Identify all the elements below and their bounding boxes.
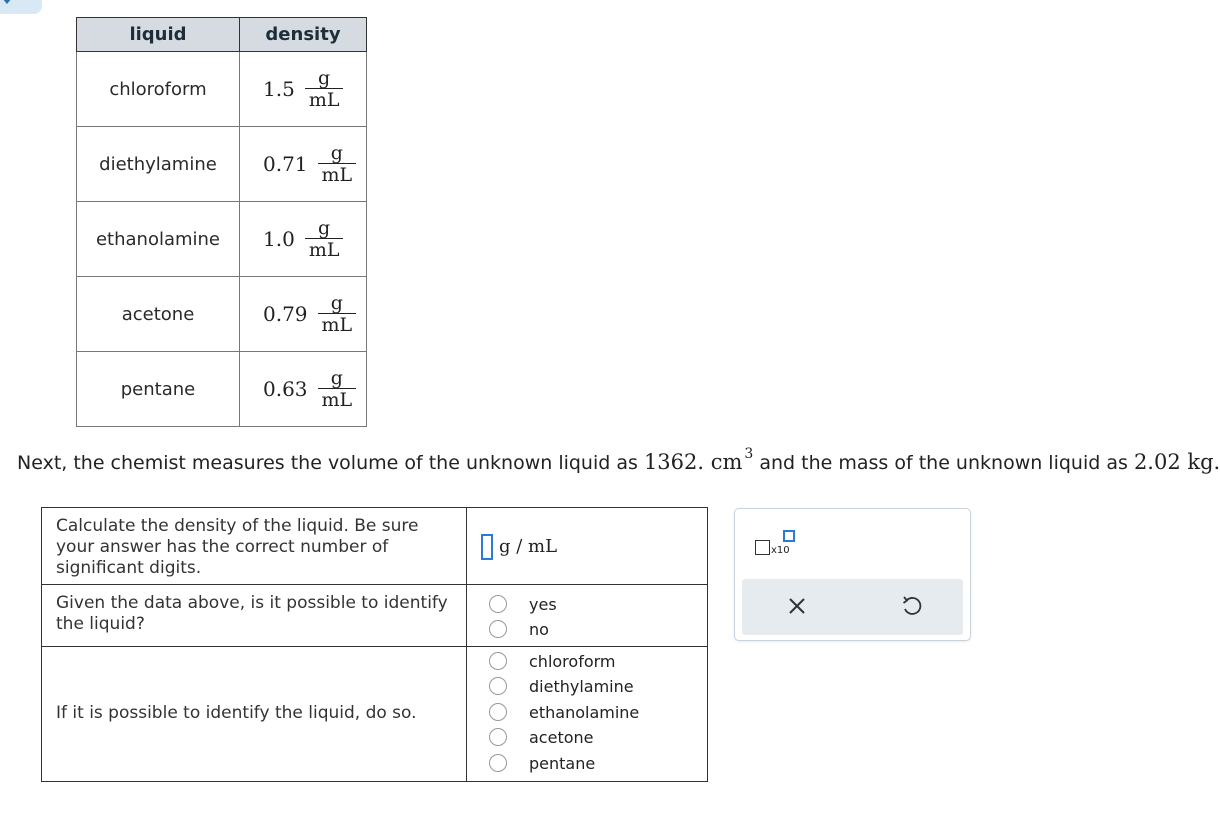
undo-icon <box>896 591 926 621</box>
liquid-name: pentane <box>77 352 240 427</box>
question-text: Calculate the density of the liquid. Be sure your answer has the correct number of significant digits. <box>42 508 467 584</box>
option-label: yes <box>529 595 557 614</box>
scientific-notation-button[interactable]: x10 <box>755 527 803 561</box>
question-row-identify <box>42 585 707 647</box>
mass-value: 2.02 kg <box>1133 450 1214 474</box>
table-row <box>77 277 367 352</box>
radio-diethylamine[interactable] <box>489 677 507 695</box>
exponent-box-icon <box>783 530 795 542</box>
question-text: Given the data above, is it possible to identify the liquid? <box>42 585 467 646</box>
radio-yes[interactable] <box>489 595 507 613</box>
radio-no[interactable] <box>489 620 507 638</box>
question-row-which-liquid <box>42 647 707 782</box>
radio-pentane[interactable] <box>489 754 507 772</box>
radio-chloroform[interactable] <box>489 652 507 670</box>
option-label: pentane <box>529 754 596 773</box>
question-table <box>41 507 708 782</box>
density-table <box>76 17 367 427</box>
density-unit-fraction: $\frac{g}{mL}$ <box>305 68 344 111</box>
answer-unit: g / mL <box>499 536 558 557</box>
radio-acetone[interactable] <box>489 728 507 746</box>
header-density: density <box>240 18 367 52</box>
clear-button[interactable] <box>782 591 812 621</box>
radio-ethanolamine[interactable] <box>489 703 507 721</box>
option-label: no <box>529 620 549 639</box>
action-bar <box>742 579 963 635</box>
density-value: 0.79 <box>263 302 308 326</box>
table-row <box>77 52 367 127</box>
density-value: 1.0 <box>263 227 295 251</box>
table-row <box>77 352 367 427</box>
liquid-name: diethylamine <box>77 127 240 202</box>
header-liquid: liquid <box>77 18 240 52</box>
liquid-name: acetone <box>77 277 240 352</box>
density-value: 0.63 <box>263 377 308 401</box>
volume-value: 1362. cm <box>643 450 743 474</box>
chevron-down-icon <box>2 0 12 4</box>
liquid-name: ethanolamine <box>77 202 240 277</box>
close-icon <box>782 591 812 621</box>
density-value: 0.71 <box>263 152 308 176</box>
density-value: 1.5 <box>263 77 295 101</box>
problem-statement: Next, the chemist measures the volume of the unknown liquid as 1362. cm $^3$ and the mass of the unknown liquid as 2.02 kg. <box>17 446 1220 474</box>
undo-button[interactable] <box>896 591 926 621</box>
volume-exponent: 3 <box>744 446 754 462</box>
scientific-notation-icon <box>755 540 770 555</box>
liquid-name: chloroform <box>77 52 240 127</box>
option-label: ethanolamine <box>529 703 640 722</box>
answer-toolbox <box>734 508 971 641</box>
option-label: acetone <box>529 728 594 747</box>
table-row <box>77 202 367 277</box>
question-row-density <box>42 508 707 585</box>
option-label: diethylamine <box>529 677 634 696</box>
table-row <box>77 127 367 202</box>
collapse-tab[interactable] <box>0 0 42 14</box>
density-unit-fraction: $\frac{g}{mL}$ <box>318 143 357 186</box>
density-unit-fraction: $\frac{g}{mL}$ <box>305 218 344 261</box>
density-answer-input[interactable] <box>481 534 493 560</box>
question-text: If it is possible to identify the liquid, do so. <box>56 703 417 723</box>
option-label: chloroform <box>529 652 616 671</box>
density-unit-fraction: $\frac{g}{mL}$ <box>318 368 357 411</box>
density-unit-fraction: $\frac{g}{mL}$ <box>318 293 357 336</box>
